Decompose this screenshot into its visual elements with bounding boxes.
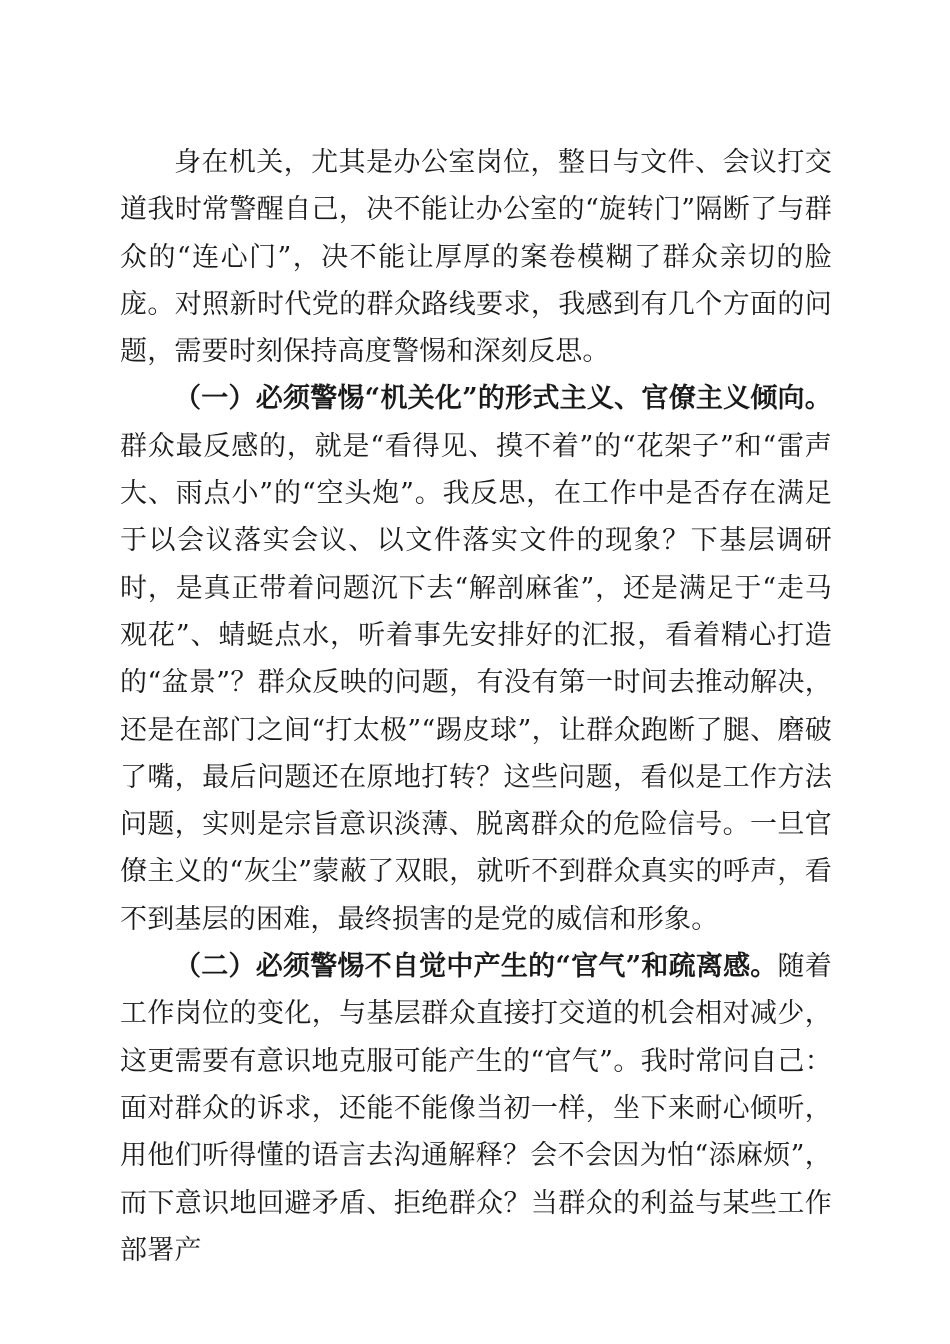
paragraph-text: 随着工作岗位的变化，与基层群众直接打交道的机会相对减少，这更需要有意识地克服可能产生的“官气”。我时常问自己：面对群众的诉求，还能不能像当初一样，坐下来耐心倾听，用他们听得懂的语言去沟通解释？会不会因为怕“添麻烦”，而下意识地回避矛盾、拒绝群众？当群众的利益与某些工作部署产 (120, 951, 832, 1266)
paragraph-text: 群众最反感的，就是“看得见、摸不着”的“花架子”和“雷声大、雨点小”的“空头炮”。我反思，在工作中是否存在满足于以会议落实会议、以文件落实文件的现象？下基层调研时，是真正带着问题沉下去“解剖麻雀”，还是满足于“走马观花”、蜻蜓点水，听着事先安排好的汇报，看着精心打造的“盆景”？群众反映的问题，有没有第一时间去推动解决，还是在部门之间“打太极”“踢皮球”，让群众跑断了腿、磨破了嘴，最后问题还在原地打转？这些问题，看似是工作方法问题，实则是宗旨意识淡薄、脱离群众的危险信号。一旦官僚主义的“灰尘”蒙蔽了双眼，就听不到群众真实的呼声，看不到基层的困难，最终损害的是党的威信和形象。 (120, 430, 832, 935)
paragraph-section-two (120, 943, 832, 1274)
document-body (120, 139, 832, 1274)
section-heading: （一）必须警惕“机关化”的形式主义、官僚主义倾向。 (174, 383, 832, 415)
paragraph-section-one (120, 375, 832, 943)
section-heading: （二）必须警惕不自觉中产生的“官气”和疏离感。 (174, 951, 778, 983)
paragraph-text: 身在机关，尤其是办公室岗位，整日与文件、会议打交道我时常警醒自己，决不能让办公室的“旋转门”隔断了与群众的“连心门”，决不能让厚厚的案卷模糊了群众亲切的脸庞。对照新时代党的群众路线要求，我感到有几个方面的问题，需要时刻保持高度警惕和深刻反思。 (120, 147, 832, 368)
paragraph-intro (120, 139, 832, 375)
